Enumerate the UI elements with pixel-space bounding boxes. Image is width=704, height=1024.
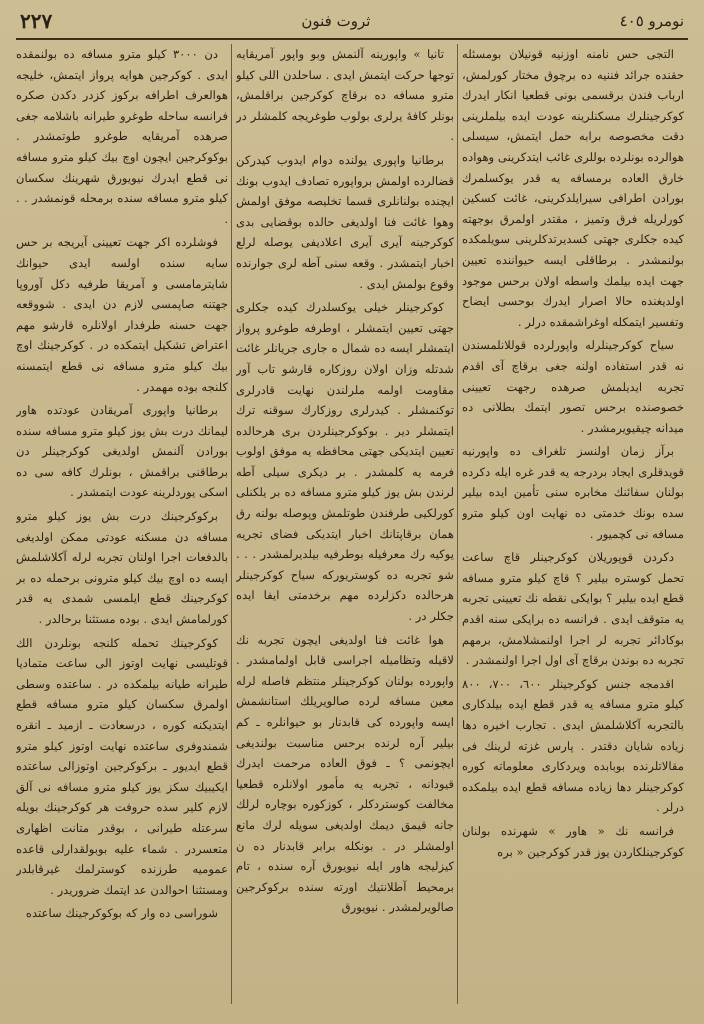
- column-middle: [236, 44, 454, 1004]
- paragraph: برآز زمان اولنسز تلغراف ده واپورنيه قويدقلرى ايجاد بردرجه يه قدر غره ايله دكرده بولنان سفائنك مخابره سنى تأمين ايده بيلير سده بونك خدمتى ده نهايت اون كيلو مترو مسافه نى كچميور .: [462, 444, 684, 541]
- column-right: [462, 44, 684, 1004]
- page-header: [20, 6, 684, 36]
- paragraph: هوا غائت فنا اولديغى ايچون تجربه نك لاقيله وتظاميله اجراسى قابل اولمامشدر . واپورده بولنان كوكرجينلر منتظم فاصله لرله معين مسافه لرده صالويريلك استانشمش ايسه واپورده كى قابدنار بو حيوانلره ـ كم بيلير آره لرنده برحس مناسبت بولنديغى ايچونمى ؟ ـ فوق العاده مرحمت ايدرك قيودانه ، تجربه يه مأمور اولانلره قطعيا مخالفت كوستردكلر ، كوزكوره بوچاره لرلك جانه قيمق ديمك اولديغى سويله لرك مانع اولمشلر در . بونكله برابر قابدنار ده ن كيزليجه هاور ايله نيويورق آره سنده ، تام برمحيط آطلانتيك اورته سنده بركوكرجين صالويرلمشدر . نيويورق: [236, 632, 454, 915]
- paragraph: بركوكرجينك درت بش يوز كيلو مترو مسافه دن مسكنه عودتى ممكن اولديغى بالدفعات اجرا اولنان تجربه لرله آكلاشلمش ايسه ده اوچ بيك كيلو مترونى برحمله ده بر كوكرجينك قطع ايلمسى شمدى يه قدر كورلمامش ايدى . بوده مستثنا برحالدر .: [16, 509, 228, 627]
- paragraph: شوراسى ده وار كه بوكوكرجينك ساعتده: [25, 906, 218, 921]
- paragraph: اقدمجه جنس كوكرجينلر ٦٠٠، ٧٠٠، ٨٠٠ كيلو مترو مسافه يه قدر قطع ايده بيلدكارى بالتجربه آكلاشلمش ايدى . تجارب اخيره دها زياده شايان دقتدر . پارس غزته لرينك فى مقالاتلرنده بوبابده ويردكارى معلوماته كوره كوكرجينلر دها زياده مسافه قطع ايده بيلمكده درلر .: [462, 676, 684, 815]
- page-number: ٢٢٧: [20, 9, 53, 33]
- paragraph: تانيا » واپورينه آلنمش وبو واپور آمريقايه توجها حركت ايتمش ايدى . ساحلدن اللى كيلو مترو مسافه ده برقاچ كوكرجين براقلمش، بونلر كافهٔ يرلرى بولوب طوغريجه كلمشلر در .: [236, 47, 454, 144]
- column-divider-left: [231, 44, 232, 1004]
- paragraph: دن ٣٠٠٠ كيلو مترو مسافه ده بولنمقده ايدى . كوكرجين هوايه پرواز ايتمش، خليجه هوالعرف اطرافه بركوز كزدر دكدن صكره فرانسه ساحله طوغرو طيرانه باشلامه جغى صرهده آمريقايه طوغرو طوتمشدر . بوكوكرجين ايچون اوچ بيك كيلو مترو مسافه نى قطع ايدرك نيويورق شهرينك سكسان كيلو مترو مسافه سنده برمحله قونمشدر . . .: [16, 47, 228, 226]
- paragraph: فرانسه نك « هاور » شهرنده بولنان كوكرجينلكاردن يوز قدر كوكرجين « بره: [462, 823, 684, 859]
- column-left: [16, 44, 228, 1004]
- paragraph: سياح كوكرجينلرله واپورلرده قوللانلمسندن نه قدر استفاده اولنه جغى برقاچ آى اقدم تجربه ايديلمش صرهده رجهت تعيينى خصوصنده برحس تصور ايتمك بطلانى ده ميدانه چيقيويرمشدر .: [462, 338, 684, 435]
- paragraph: التجى حس نامنه اوزنيه قونيلان بومسئله حقنده جرائد فننيه ده برچوق مختار كورلمش، ارباب فندن برقسمى بونى قطعيا انكار ايدرك كوكرجينلرك مسكنلرينه عودت ايده بيلملرينى دقت مخصوصه برابه حمل ايتمش، سيسلى هوالرده بونلرده بوللرى غائب ايتدكرينى وهواده خارق العاده برمسافه يه قدر يوكسلمرك بورادن اطرافى سيرايلدكرينى، غائت كسكين كورلريله فرق وتميز ، مقتدر اولمرق بوجهته كيده جكلرى جهتى كسديرتدكلرينى سويلمكده بولنمشدر . برطاقلى ايسه حيواننده تعيين جهت ايده بيلمك واسطه اولان برحس موجود اولديغنده حالا اصرار ايدرك بوحسى ايضاح وتفسير ايتمكله اوغراشمقده درلر .: [462, 47, 684, 329]
- paragraph: فوشلرده اكر جهت تعيينى آيريجه بر حس سايه سنده اولسه ايدى حيوانك شايترمامسى و آمريقا طرفيه دكل آوروپا جهتنه صاپمسى لازم دن ايدى . شووقعه جهت حسنه طرفدار اولانلره قارشو مهم اعتراض تشكيل ايتمكده در . كوكرجينك اوچ بيك كيلو مترو مسافه نى قطع ايتمسنه كلنجه بوده مهمدر .: [16, 235, 228, 394]
- paragraph: برطانيا واپورى آمريقادن عودتده هاور ليمانك درت بش يوز كيلو مترو مسافه سنده بورادن آلنمش اولديغى كوكرجينلر دن برطاقنى براقمش ، بونلرك كافه سى ده اسكى يوردلرينه عودت ايتمشدر .: [16, 403, 228, 500]
- journal-title: ثروت فنون: [301, 12, 371, 30]
- paragraph: دكردن قوپوريلان كوكرجينلر قاچ ساعت تحمل كوستره بيلير ؟ قاچ كيلو مترو مسافه قطع ايده بيلير ؟ بوايكى نقطه نك تعيينى تجربه يه متوقف ايدى . فرانسه ده برايكى سنه اقدم بوكادائر تجربه لر اجرا اولنمشلامش، برمهم تجربه ده بوندن برقاچ آى اول اجرا اولنمشدر .: [462, 550, 684, 668]
- header-rule: [16, 38, 688, 40]
- paragraph: كوكرجينلر خيلى يوكسلدرك كيده جكلرى جهتى تعيين ايتمشلر ، اوطرفه طوغرو پرواز ايتمشلر ايسه ده شمال ه جارى جريانلر غائت شدتله وزان اولان روزكاره قارشو تاب آور مقاومت اولمه ملرلندن نهايت قادرلرى توكنمشلر . كيدرلرى روزكارك سوقنه ترك ايتمشلر دير . بوكوكرجينلردن برى هرحالده تعيين ايتديكى جهتى محافظه يه موفق اولوب فرمه يه كلمشدر . بر ديكرى سيلى آطه لرندن بش يوز كيلو مترو مسافه ده بر يلكنلى كورلكيى طرفندن طوتلمش وپوصله بولنه رق همان برقاپتانك اخبار ايتديكى فضاى تجريه يوكيه رك معرفيله بوطرفيه بيلديرلمشدر . . . شو تجربه ده كوستريوركه سياح كوكرجينلر هرحالده دكزلرده مهم برخدمتى ايفا ايده جكلر در .: [236, 300, 454, 624]
- issue-number: نومرو ٤٠٥: [619, 12, 684, 30]
- column-divider-right: [457, 44, 458, 1004]
- paragraph: كوكرجينك تحمله كلنجه بونلردن الك قوتليسى نهايت اوتوز الى ساعت متماديا طيرانه طيانه بيلمكده در . ساعتده وسطى اولمرق سكسان كيلو مترو مسافه قطع ايتديكنه كوره ، درسعادت ـ ازميد ـ انقره شمندوفرى ساعتده نهايت اوتوز كيلو مترو قطع ايديور ـ بركوكرجين اوتوزالى ساعتده ايكيبيك سكز يوز كيلو مترو مسافه نى آلق لازم كلير سده حروفت هر كوكرجينك بويله سرعتله طيرانى ، بوقدر متانت اظهارى متعسردر . شماء عليه بوبولقدارلى قاعده عموميه طرزنده كوسترلمك غيرقابلدر ومستثنا احوالدن عد ايتمك ضروريدر .: [16, 635, 228, 897]
- paragraph: برطانيا واپورى يولنده دوام ايدوب كيدركن قضالرده اولمش برواپوره تصادف ايدوب بونك ايچنده بولنانلرى قسما تخليصه موفق اولمش وهوا غائت فنا اولديغى حالده بوقضايى بدى كوكرجينه آيرى آيرى اعلاديفى يوصله لرلع اخبار ايتمشدر . وقعه سنى آطه لرى جوارنده وقوع بولمش ايدى .: [236, 152, 454, 291]
